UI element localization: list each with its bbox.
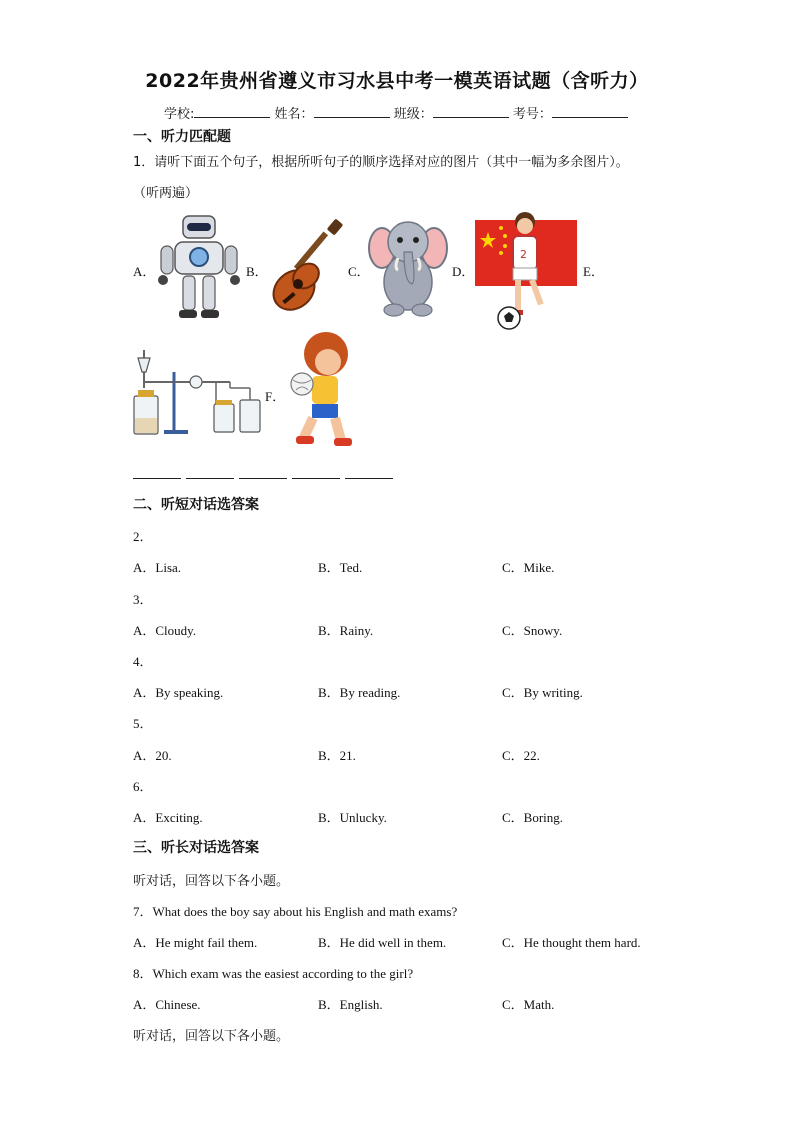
- exam-number-blank[interactable]: [552, 105, 628, 118]
- question-8-option-b[interactable]: B．English.: [318, 997, 383, 1012]
- question-3-number: 3．: [133, 592, 153, 607]
- picture-label-a: A．: [133, 264, 156, 279]
- elephant-icon: [368, 212, 448, 318]
- question-3-option-b[interactable]: B．Rainy.: [318, 623, 374, 638]
- section-3-intro: 听对话，回答以下各小题。: [133, 874, 290, 889]
- question-6-option-a[interactable]: A．Exciting.: [133, 810, 203, 825]
- question-7-option-c[interactable]: C．He thought them hard.: [502, 935, 641, 950]
- question-8-option-c[interactable]: C．Math.: [502, 997, 555, 1012]
- question-4-option-c[interactable]: C．By writing.: [502, 685, 583, 700]
- student-info-line: [164, 103, 628, 122]
- question-1-text: 1．请听下面五个句子，根据所听句子的顺序选择对应的图片（其中一幅为多余图片）。: [133, 155, 629, 170]
- section-1-heading: 一、听力匹配题: [133, 129, 231, 145]
- picture-label-c: C．: [348, 264, 370, 279]
- answer-blank-1[interactable]: [133, 478, 181, 479]
- robot-icon: [153, 214, 245, 320]
- question-8-stem: 8．Which exam was the easiest according to the girl?: [133, 966, 414, 981]
- question-6-option-b[interactable]: B．Unlucky.: [318, 810, 387, 825]
- question-5-option-c[interactable]: C．22.: [502, 748, 540, 763]
- svg-text:2: 2: [520, 248, 527, 261]
- question-6-option-c[interactable]: C．Boring.: [502, 810, 564, 825]
- question-2-number: 2．: [133, 529, 153, 544]
- answer-blank-4[interactable]: [292, 478, 340, 479]
- answer-blank-5[interactable]: [345, 478, 393, 479]
- name-label: 姓名：: [274, 107, 314, 122]
- picture-label-d: D．: [452, 264, 475, 279]
- lab-apparatus-icon: [130, 346, 264, 438]
- page-title: 2022年贵州省遵义市习水县中考一模英语试题（含听力）: [145, 70, 649, 92]
- question-7-stem: 7．What does the boy say about his English and math exams?: [133, 904, 458, 919]
- section-2-heading: 二、听短对话选答案: [133, 497, 259, 513]
- question-1-note: （听两遍）: [133, 186, 199, 201]
- question-7-option-a[interactable]: A．He might fail them.: [133, 935, 258, 950]
- picture-label-f: F．: [265, 389, 286, 404]
- question-2-option-c[interactable]: C．Mike.: [502, 560, 555, 575]
- class-label: 班级：: [393, 107, 433, 122]
- question-3-option-c[interactable]: C．Snowy.: [502, 623, 563, 638]
- girl-soccer-flag-icon: [475, 206, 579, 332]
- section-3-heading: 三、听长对话选答案: [133, 840, 259, 856]
- boy-volleyball-icon: [286, 330, 356, 452]
- picture-label-e: E．: [583, 264, 604, 279]
- answer-blank-3[interactable]: [239, 478, 287, 479]
- school-label: 学校:: [164, 107, 195, 122]
- question-2-option-b[interactable]: B．Ted.: [318, 560, 363, 575]
- question-4-number: 4．: [133, 654, 153, 669]
- question-5-number: 5．: [133, 716, 153, 731]
- exam-number-label: 考号：: [512, 107, 552, 122]
- guitar-icon: [268, 218, 348, 316]
- question-2-option-a[interactable]: A．Lisa.: [133, 560, 182, 575]
- question-8-option-a[interactable]: A．Chinese.: [133, 997, 201, 1012]
- question-4-option-a[interactable]: A．By speaking.: [133, 685, 224, 700]
- name-blank[interactable]: [314, 105, 390, 118]
- question-5-option-b[interactable]: B．21.: [318, 748, 356, 763]
- picture-label-b: B．: [246, 264, 268, 279]
- section-3-intro-2: 听对话，回答以下各小题。: [133, 1029, 290, 1044]
- school-blank[interactable]: [194, 105, 270, 118]
- question-4-option-b[interactable]: B．By reading.: [318, 685, 401, 700]
- question-5-option-a[interactable]: A．20.: [133, 748, 172, 763]
- class-blank[interactable]: [433, 105, 509, 118]
- question-3-option-a[interactable]: A．Cloudy.: [133, 623, 197, 638]
- question-7-option-b[interactable]: B．He did well in them.: [318, 935, 447, 950]
- question-6-number: 6．: [133, 779, 153, 794]
- answer-blank-2[interactable]: [186, 478, 234, 479]
